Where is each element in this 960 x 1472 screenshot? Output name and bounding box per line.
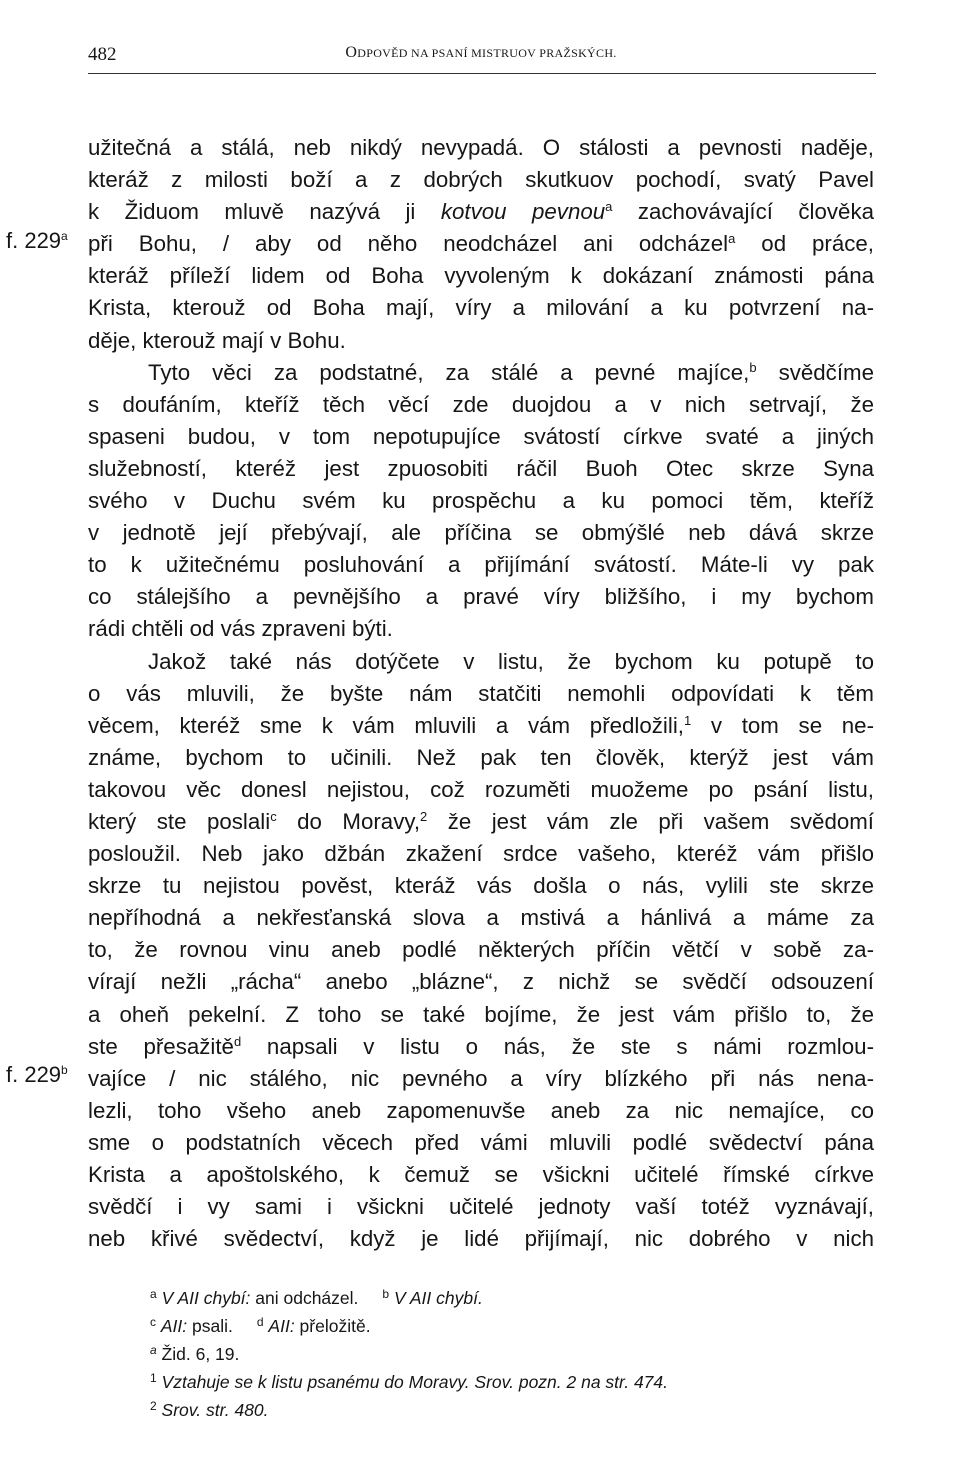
text-line: nepříhodná a nekřesťanská slova a mstivá a hánlivá a máme za	[88, 905, 874, 931]
footnote-line: $^a$ V AII chybí: ani odcházel. $^b$ V AII chybí.	[150, 1287, 483, 1308]
text-line: to k užitečnému posluhování a přijímání svátostí. Máte-li vy pak	[88, 552, 874, 578]
text-line: spaseni budou, v tom nepotupujíce svátostí církve svaté a jiných	[88, 423, 874, 449]
running-title-rest: DPOVĚD NA PSANÍ MISTRUOV PRAŽSKÝCH.	[357, 46, 617, 60]
margin-folio-note: f. 229$^a$	[6, 228, 68, 253]
page-header	[88, 36, 874, 76]
text-line: to, že rovnou vinu aneb podlé některých příčin větčí v sobě za-	[88, 937, 874, 963]
text-line: skrze tu nejistou pověst, kteráž vás došla o nás, vylili ste skrze	[88, 873, 874, 899]
italic-quote: kotvou pevnou	[440, 199, 606, 225]
text-line: posloužil. Neb jako džbán zkažení srdce vašeho, kteréž vám přišlo	[88, 841, 874, 867]
footnote-line: $^1$ Vztahuje se k listu psanému do Moravy. Srov. pozn. 2 na str. 474.	[150, 1371, 669, 1392]
text-line: co stálejšího a pevnějšího a pravé víry bližšího, i my bychom	[88, 584, 874, 610]
footnote-line: $^c$ AII: psali. $^d$ AII: přeložitě.	[150, 1315, 371, 1336]
text-line: ste přesažitě$^d$ napsali v listu o nás, že ste s námi rozmlou-	[88, 1033, 874, 1059]
text-line: Krista, kterouž od Boha mají, víry a milování a ku potvrzení na-	[88, 295, 874, 321]
text-line: lezli, toho všeho aneb zapomenuvše aneb za nic nemajíce, co	[88, 1097, 874, 1123]
text-line: užitečná a stálá, neb nikdý nevypadá. O stálosti a pevnosti naděje,	[88, 135, 874, 160]
text-line: známe, bychom to učinili. Než pak ten člověk, kterýž jest vám	[88, 744, 874, 770]
text-line: vajíce / nic stálého, nic pevného a víry blízkého při nás nena-	[88, 1065, 874, 1091]
text-line: při Bohu, / aby od něho neodcházel ani odcházel$^a$ od práce,	[88, 231, 874, 257]
header-rule	[88, 73, 876, 74]
text-line: s doufáním, kteříž těch věcí zde duojdou a v nich setrvají, že	[88, 391, 874, 417]
text-line: k Židuom mluvě nazývá ji kotvou pevnou$^a$ zachovávající člověka	[88, 199, 874, 225]
text-line: neb křivé svědectví, když je lidé přijímají, nic dobrého v nich	[88, 1226, 874, 1252]
text-line: svědčí i vy sami i všickni učitelé jednoty vaší totéž vyznávají,	[88, 1194, 874, 1220]
text-line: a oheň pekelní. Z toho se také bojíme, že jest vám přišlo to, že	[88, 1001, 874, 1027]
running-title	[88, 44, 874, 62]
text-line: v jednotě její přebývají, ale příčina se obmýšlé neb dává skrze	[88, 520, 874, 546]
text-line: služebností, kteréž jest zpuosobiti ráčil Buoh Otec skrze Syna	[88, 455, 874, 481]
text-line: svého v Duchu svém ku prospěchu a ku pomoci těm, kteříž	[88, 488, 874, 514]
running-title-initial: O	[345, 44, 358, 61]
text-line: věcem, kteréž sme k vám mluvili a vám předložili,$^1$ v tom se ne-	[88, 712, 874, 738]
text-line: děje, kterouž mají v Bohu.	[88, 327, 346, 353]
body-text	[88, 132, 874, 1255]
text-line: o vás mluvili, že byšte nám statčiti nemohli odpovídati k těm	[88, 680, 874, 706]
footnote-line: $^2$ Srov. str. 480.	[150, 1399, 269, 1420]
text-line: vírají nežli „rácha“ anebo „blázne“, z nichž se svědčí odsouzení	[88, 969, 874, 995]
footnotes	[150, 1284, 880, 1424]
text-line: Jakož také nás dotýčete v listu, že bychom ku potupě to	[148, 648, 874, 674]
text-line: který ste poslali$^c$ do Moravy,$^2$ že jest vám zle při vašem svědomí	[88, 808, 875, 834]
text-line: kteráž z milosti boží a z dobrých skutkuov pochodí, svatý Pavel	[88, 167, 874, 193]
text-line: takovou věc donesl nejistou, což rozuměti muožeme po psání listu,	[88, 776, 874, 802]
text-line: kteráž příleží lidem od Boha vyvoleným k dokázaní známosti pána	[88, 263, 874, 289]
text-line: sme o podstatních věcech před vámi mluvili podlé svědectví pána	[88, 1129, 874, 1155]
page-number: 482	[88, 44, 117, 65]
footnote-line: $^a$ Žid. 6, 19.	[150, 1343, 240, 1364]
margin-folio-note: f. 229$^b$	[6, 1062, 68, 1087]
text-line: Tyto věci za podstatné, za stálé a pevné majíce,$^b$ svědčíme	[148, 359, 874, 385]
text-line: rádi chtěli od vás zpraveni býti.	[88, 616, 393, 642]
text-line: Krista a apoštolského, k čemuž se všickni učitelé římské církve	[88, 1162, 874, 1187]
